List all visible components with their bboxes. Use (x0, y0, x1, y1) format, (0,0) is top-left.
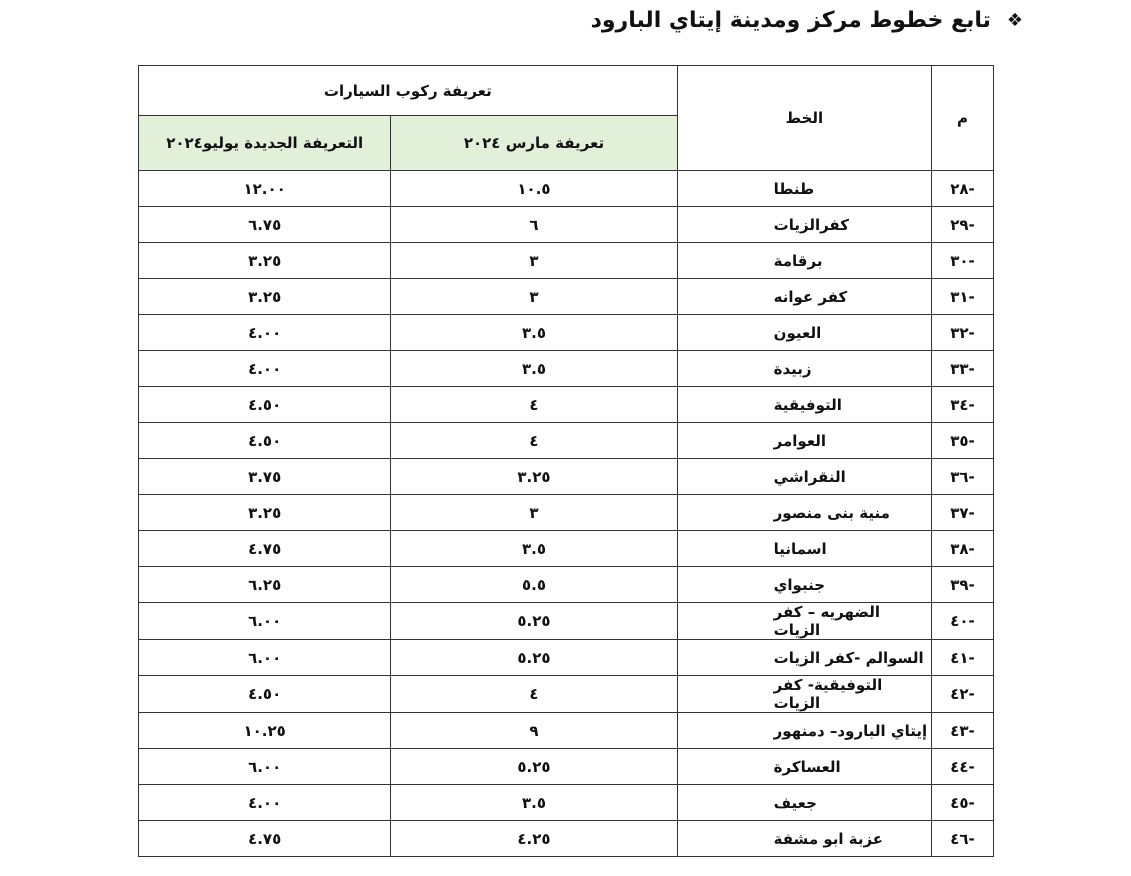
table-row (139, 821, 994, 857)
diamond-bullet-icon: ❖ (1006, 10, 1023, 31)
table-row (139, 713, 994, 749)
row-line: اسمانيا (677, 531, 931, 567)
row-line: جعيف (677, 785, 931, 821)
row-line: طنطا (677, 171, 931, 207)
row-march-fare: ١٠.٥ (391, 171, 677, 207)
row-number: -٣٧ (931, 495, 993, 531)
row-line: جنبواي (677, 567, 931, 603)
row-new-fare: ٦.٠٠ (139, 603, 391, 640)
row-new-fare: ٦.٠٠ (139, 640, 391, 676)
row-march-fare: ٣.٥ (391, 785, 677, 821)
table-row (139, 387, 994, 423)
row-number: -٣٣ (931, 351, 993, 387)
row-number: -٣٦ (931, 459, 993, 495)
row-number: -٤٢ (931, 676, 993, 713)
row-new-fare: ٦.٧٥ (139, 207, 391, 243)
row-line: عزبة ابو مشفة (677, 821, 931, 857)
row-line: العيون (677, 315, 931, 351)
row-march-fare: ٣ (391, 279, 677, 315)
row-new-fare: ٤.٠٠ (139, 315, 391, 351)
table-row (139, 243, 994, 279)
table-row (139, 640, 994, 676)
row-line: العوامر (677, 423, 931, 459)
row-line: زبيدة (677, 351, 931, 387)
header-fare-group: تعريفة ركوب السيارات (139, 66, 678, 116)
row-new-fare: ٤.٧٥ (139, 821, 391, 857)
row-new-fare: ٦.٠٠ (139, 749, 391, 785)
row-new-fare: ٤.٠٠ (139, 351, 391, 387)
row-march-fare: ٣.٢٥ (391, 459, 677, 495)
row-march-fare: ٥.٢٥ (391, 640, 677, 676)
page-title (591, 8, 1023, 33)
row-line: النقراشي (677, 459, 931, 495)
row-march-fare: ٤ (391, 676, 677, 713)
row-march-fare: ٣ (391, 495, 677, 531)
table-row (139, 351, 994, 387)
row-line: كفرالزيات (677, 207, 931, 243)
row-new-fare: ٤.٥٠ (139, 423, 391, 459)
row-line: برقامة (677, 243, 931, 279)
title-text: تابع خطوط مركز ومدينة إيتاي البارود (590, 8, 991, 33)
row-line: العساكرة (677, 749, 931, 785)
row-number: -٤٤ (931, 749, 993, 785)
row-new-fare: ١٠.٢٥ (139, 713, 391, 749)
row-new-fare: ٣.٢٥ (139, 243, 391, 279)
table-row (139, 279, 994, 315)
row-march-fare: ٤ (391, 423, 677, 459)
row-number: -٣٩ (931, 567, 993, 603)
header-num: م (931, 66, 993, 171)
table-row (139, 603, 994, 640)
row-number: -٢٨ (931, 171, 993, 207)
row-line: كفر عوانه (677, 279, 931, 315)
row-number: -٣٠ (931, 243, 993, 279)
table-row (139, 171, 994, 207)
row-number: -٣٤ (931, 387, 993, 423)
table-row (139, 315, 994, 351)
row-number: -٣٢ (931, 315, 993, 351)
row-new-fare: ٦.٢٥ (139, 567, 391, 603)
row-new-fare: ٤.٠٠ (139, 785, 391, 821)
table-row (139, 567, 994, 603)
row-march-fare: ٥.٢٥ (391, 603, 677, 640)
row-march-fare: ٣ (391, 243, 677, 279)
row-number: -٤٠ (931, 603, 993, 640)
row-new-fare: ٤.٥٠ (139, 387, 391, 423)
row-line: منية بنى منصور (677, 495, 931, 531)
table-row (139, 207, 994, 243)
table-body (139, 171, 994, 857)
table-row (139, 676, 994, 713)
table-row (139, 459, 994, 495)
row-line: السوالم -كفر الزيات (677, 640, 931, 676)
row-number: -٣٨ (931, 531, 993, 567)
row-line: التوفيقية- كفر الزيات (677, 676, 931, 713)
header-march-fare: تعريفة مارس ٢٠٢٤ (391, 116, 677, 171)
row-march-fare: ٣.٥ (391, 531, 677, 567)
row-number: -٣١ (931, 279, 993, 315)
row-number: -٤١ (931, 640, 993, 676)
row-new-fare: ٤.٧٥ (139, 531, 391, 567)
row-new-fare: ١٢.٠٠ (139, 171, 391, 207)
row-march-fare: ٦ (391, 207, 677, 243)
table-row (139, 749, 994, 785)
row-new-fare: ٣.٢٥ (139, 279, 391, 315)
row-march-fare: ٩ (391, 713, 677, 749)
row-number: -٤٣ (931, 713, 993, 749)
row-march-fare: ٥.٥ (391, 567, 677, 603)
row-number: -٣٥ (931, 423, 993, 459)
row-new-fare: ٤.٥٠ (139, 676, 391, 713)
fare-table (138, 65, 994, 857)
row-number: -٢٩ (931, 207, 993, 243)
row-line: الضهريه – كفر الزيات (677, 603, 931, 640)
row-new-fare: ٣.٧٥ (139, 459, 391, 495)
row-march-fare: ٣.٥ (391, 315, 677, 351)
row-march-fare: ٥.٢٥ (391, 749, 677, 785)
row-new-fare: ٣.٢٥ (139, 495, 391, 531)
row-line: التوفيقية (677, 387, 931, 423)
row-number: -٤٥ (931, 785, 993, 821)
row-number: -٤٦ (931, 821, 993, 857)
table-row (139, 531, 994, 567)
header-line: الخط (677, 66, 931, 171)
row-march-fare: ٣.٥ (391, 351, 677, 387)
table-row (139, 495, 994, 531)
row-march-fare: ٤ (391, 387, 677, 423)
header-new-fare: التعريفة الجديدة يوليو٢٠٢٤ (139, 116, 391, 171)
table-row (139, 785, 994, 821)
row-line: إيتاي البارود– دمنهور (677, 713, 931, 749)
table-row (139, 423, 994, 459)
row-march-fare: ٤.٢٥ (391, 821, 677, 857)
